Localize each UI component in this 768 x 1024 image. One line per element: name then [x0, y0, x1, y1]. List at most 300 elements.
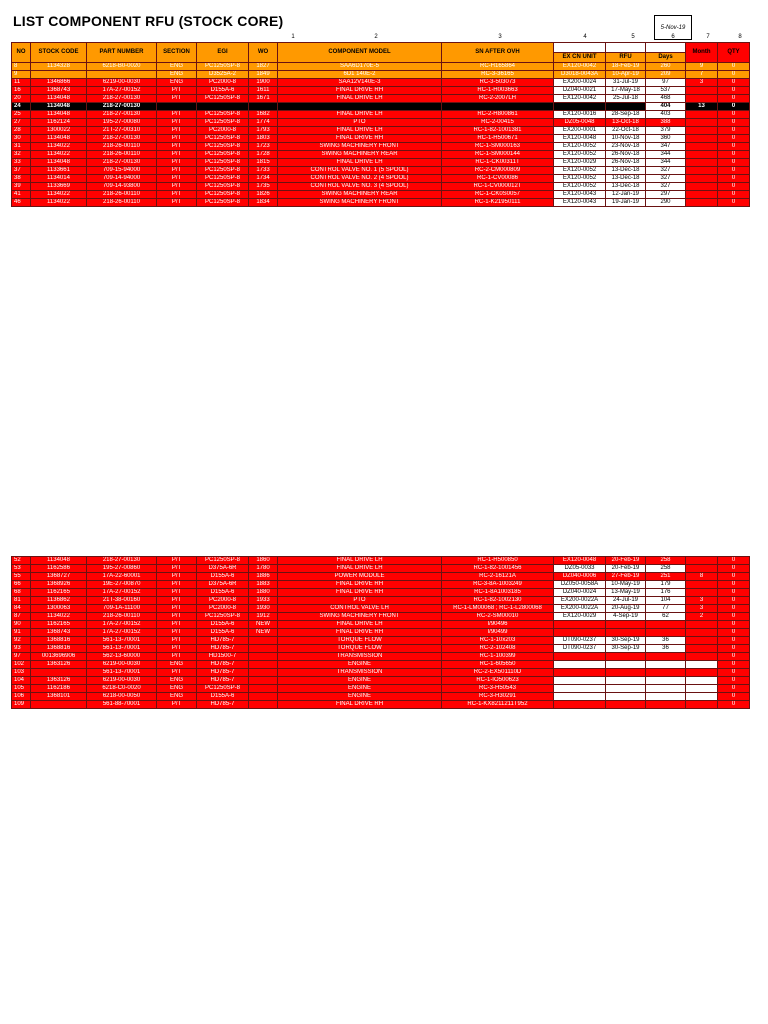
table-cell: 0 [718, 95, 750, 103]
table-cell: 0 [718, 621, 750, 629]
table-cell: P/T [157, 199, 197, 207]
table-cell: 32 [12, 151, 31, 159]
table-cell: EX120-0052 [554, 151, 606, 159]
table-cell: 0 [718, 613, 750, 621]
table-cell [249, 645, 278, 653]
table-cell [686, 183, 718, 191]
table-cell [686, 111, 718, 119]
table-cell: EX120-0029 [554, 159, 606, 167]
table-cell: TRANSMISSION [278, 653, 442, 661]
table-cell: 30-Sep-19 [606, 637, 646, 645]
table-cell: RC-1-H003663 [442, 87, 554, 95]
col-number: 4 [583, 34, 587, 40]
table-cell: HD785-7 [197, 661, 249, 669]
table-cell: 1826 [249, 191, 278, 199]
table-cell [554, 677, 606, 685]
table-cell: 1363126 [31, 661, 87, 669]
table-cell: 290 [646, 199, 686, 207]
table-cell [554, 661, 606, 669]
table-cell: HD1500-7 [197, 653, 249, 661]
table-cell: 24 [12, 103, 31, 111]
table-cell: I/90499 [442, 629, 554, 637]
table-cell: 1728 [249, 151, 278, 159]
table-cell: EX120-0016 [554, 111, 606, 119]
table-cell: 709-14-93800 [87, 183, 157, 191]
table-cell: P/T [157, 629, 197, 637]
stock-table-bottom [11, 556, 750, 709]
table-cell: 1162165 [31, 621, 87, 629]
table-cell [606, 685, 646, 693]
table-cell: 97 [646, 79, 686, 87]
table-cell: 4-Sep-19 [606, 613, 646, 621]
table-cell: 9 [686, 63, 718, 71]
table-cell [554, 629, 606, 637]
table-cell: 20-Aug-19 [606, 605, 646, 613]
col-number: 5 [631, 34, 635, 40]
table-row [12, 637, 750, 645]
table-cell: PC1250SP-8 [197, 159, 249, 167]
table-cell: 1880 [249, 589, 278, 597]
table-cell: 1849 [249, 71, 278, 79]
table-cell [686, 143, 718, 151]
table-row [12, 111, 750, 119]
table-row [12, 605, 750, 613]
table-cell: P/T [157, 565, 197, 573]
table-cell: P/T [157, 597, 197, 605]
table-cell: RC-1-IO500623 [442, 677, 554, 685]
table-cell: 6219-00-0030 [87, 661, 157, 669]
table-cell [646, 693, 686, 701]
table-cell: 17A-27-00152 [87, 87, 157, 95]
table-cell: RC-2-EX501110D [442, 669, 554, 677]
table-cell: 1134048 [31, 95, 87, 103]
table-cell [554, 621, 606, 629]
table-cell: RC-H165864 [442, 63, 554, 71]
table-cell: 1368816 [31, 645, 87, 653]
table-cell: PTO [278, 597, 442, 605]
table-cell: 0 [718, 605, 750, 613]
table-cell: 1133661 [31, 167, 87, 175]
table-cell [606, 669, 646, 677]
table-cell [686, 653, 718, 661]
table-cell: 218-27-00130 [87, 557, 157, 565]
table-cell [554, 653, 606, 661]
header-cell: Days [646, 53, 686, 63]
table-cell: 97 [12, 653, 31, 661]
col-number: 6 [671, 34, 675, 40]
table-cell: 0013696906 [31, 653, 87, 661]
table-cell: RC-1-KX8211211T952 [442, 701, 554, 709]
table-cell: 13 [686, 103, 718, 111]
table-cell: 297 [646, 191, 686, 199]
table-cell: 0 [718, 701, 750, 709]
table-cell: 104 [646, 597, 686, 605]
table-cell [157, 103, 197, 111]
table-row [12, 87, 750, 95]
table-cell: 87 [12, 613, 31, 621]
table-cell: PC2000-8 [197, 127, 249, 135]
table-cell: 1723 [249, 143, 278, 151]
col-number: 7 [706, 34, 710, 40]
table-cell: 0 [718, 661, 750, 669]
table-cell: P/T [157, 581, 197, 589]
table-cell: 91 [12, 629, 31, 637]
table-cell: 0 [718, 175, 750, 183]
table-cell: 6218-00-0050 [87, 693, 157, 701]
table-cell: PC1250SP-8 [197, 119, 249, 127]
table-cell [686, 135, 718, 143]
table-cell: 1912 [249, 613, 278, 621]
table-cell: PC1250SP-8 [197, 151, 249, 159]
table-row [12, 143, 750, 151]
header-cell: PART NUMBER [87, 43, 157, 63]
table-cell: TORQUE FLOW [278, 637, 442, 645]
table-cell: PTO [278, 119, 442, 127]
table-cell: 379 [646, 127, 686, 135]
table-cell: 1671 [249, 95, 278, 103]
table-cell: P/T [157, 135, 197, 143]
table-cell: DT090-0237 [554, 637, 606, 645]
table-cell: 1134022 [31, 151, 87, 159]
table-cell [646, 653, 686, 661]
table-cell: 17A-27-00152 [87, 629, 157, 637]
table-cell: PC2000-8 [197, 597, 249, 605]
table-cell: RC-1-10x203 [442, 637, 554, 645]
table-cell: ENG [157, 71, 197, 79]
header-blank [554, 43, 606, 53]
table-cell [606, 629, 646, 637]
table-cell [686, 693, 718, 701]
table-cell: 0 [718, 103, 750, 111]
table-cell: PC1250SP-8 [197, 167, 249, 175]
table-cell: PC2000-8 [197, 79, 249, 87]
table-cell: P/T [157, 143, 197, 151]
table-row [12, 191, 750, 199]
table-cell [87, 71, 157, 79]
table-cell: P/T [157, 621, 197, 629]
table-cell: RC-3-8A-1003249 [442, 581, 554, 589]
table-cell: 1134022 [31, 199, 87, 207]
table-cell: FINAL DRIVE RH [278, 87, 442, 95]
table-cell: D375A-6R [197, 581, 249, 589]
table-cell: 38 [12, 175, 31, 183]
table-cell: FINAL DRIVE RH [278, 135, 442, 143]
header-blank [606, 43, 646, 53]
table-row [12, 79, 750, 87]
table-cell: 10-Apr-19 [606, 71, 646, 79]
table-cell: 0 [718, 79, 750, 87]
table-cell: DZ05-0033 [554, 565, 606, 573]
col-number: 8 [738, 34, 742, 40]
table-cell: P/T [157, 191, 197, 199]
table-cell: 20-Feb-19 [606, 565, 646, 573]
table-cell [686, 159, 718, 167]
table-cell: D155A-6 [197, 87, 249, 95]
table-cell: 26-Nov-18 [606, 159, 646, 167]
header-row [12, 43, 750, 53]
table-cell: 27-Feb-19 [606, 573, 646, 581]
table-row [12, 127, 750, 135]
table-cell: 209 [646, 71, 686, 79]
table-cell: EX120-0048 [554, 557, 606, 565]
table-cell: 103 [12, 669, 31, 677]
table-cell: 0 [718, 191, 750, 199]
table-row [12, 677, 750, 685]
table-cell: 561-13-70001 [87, 669, 157, 677]
table-cell: 28 [12, 127, 31, 135]
table-cell [686, 645, 718, 653]
table-row [12, 573, 750, 581]
header-cell: RFU [606, 53, 646, 63]
table-cell [197, 103, 249, 111]
table-cell [686, 127, 718, 135]
table-cell: 90 [12, 621, 31, 629]
table-cell: EX120-0042 [554, 63, 606, 71]
table-cell: SWING MACHINERY REAR [278, 151, 442, 159]
table-cell: FINAL DRIVE LH [278, 565, 442, 573]
table-cell: EX120-0043 [554, 191, 606, 199]
table-cell: 1774 [249, 119, 278, 127]
table-cell: D155A-6 [197, 621, 249, 629]
table-cell: 66 [12, 581, 31, 589]
table-row [12, 199, 750, 207]
table-cell: 1368101 [31, 693, 87, 701]
table-cell: HD785-7 [197, 669, 249, 677]
table-cell: 0 [718, 629, 750, 637]
page-title: LIST COMPONENT RFU (STOCK CORE) [13, 13, 284, 29]
header-cell: NO [12, 43, 31, 63]
table-cell: 52 [12, 557, 31, 565]
table-cell: 1682 [249, 111, 278, 119]
table-cell: PC1250SP-8 [197, 63, 249, 71]
table-cell: RC-1-605650 [442, 661, 554, 669]
table-cell: 0 [718, 677, 750, 685]
table-cell: 31-Jul-19 [606, 79, 646, 87]
table-cell: P/T [157, 573, 197, 581]
table-cell: 33 [12, 159, 31, 167]
table-cell [686, 581, 718, 589]
table-row [12, 613, 750, 621]
table-cell: RC-3-503073 [442, 79, 554, 87]
table-cell: 19E-27-00870 [87, 581, 157, 589]
table-cell: CONTROL VALVE NO. 2 (4 SPOOL) [278, 175, 442, 183]
table-cell: 1368727 [31, 573, 87, 581]
table-cell: PC1250SP-8 [197, 143, 249, 151]
table-cell: RC-1-CK0S0057 [442, 191, 554, 199]
table-cell: 195-27-00080 [87, 119, 157, 127]
table-cell: 13-Dec-18 [606, 175, 646, 183]
table-cell: SWING MACHINERY FRONT [278, 199, 442, 207]
table-cell: P/T [157, 557, 197, 565]
table-cell: PC1250SP-8 [197, 613, 249, 621]
table-cell [554, 693, 606, 701]
table-cell: RC-1-K21950111 [442, 199, 554, 207]
stock-table-top [11, 42, 750, 207]
table-cell: 7 [686, 71, 718, 79]
table-cell [686, 151, 718, 159]
table-cell: 19-Jan-19 [606, 199, 646, 207]
table-cell: ENG [157, 79, 197, 87]
table-cell: P/T [157, 613, 197, 621]
table-cell: 0 [718, 63, 750, 71]
table-cell: 1300063 [31, 605, 87, 613]
table-cell: 327 [646, 175, 686, 183]
table-cell: 1134022 [31, 191, 87, 199]
table-cell: 1134328 [31, 63, 87, 71]
table-row [12, 589, 750, 597]
table-cell: 251 [646, 573, 686, 581]
table-cell: EX120-0052 [554, 143, 606, 151]
table-cell [686, 661, 718, 669]
table-cell: RC-2-SM00010 [442, 613, 554, 621]
table-cell: NEW [249, 621, 278, 629]
table-cell: 0 [718, 111, 750, 119]
table-cell: 0 [718, 669, 750, 677]
table-cell: RC-1-CK00311T [442, 159, 554, 167]
table-cell: 709-14-94000 [87, 175, 157, 183]
table-cell [249, 637, 278, 645]
table-cell: P/T [157, 669, 197, 677]
table-row [12, 621, 750, 629]
table-cell: 27 [12, 119, 31, 127]
table-cell [31, 71, 87, 79]
table-cell: HD785-7 [197, 637, 249, 645]
table-cell: D155A-6 [197, 589, 249, 597]
table-cell: P/T [157, 95, 197, 103]
table-cell: 17A-22-60001 [87, 573, 157, 581]
table-cell: 17-May-18 [606, 87, 646, 95]
report-date: 5-Nov-19 [654, 15, 692, 40]
table-cell: 36 [646, 637, 686, 645]
table-cell: 37 [12, 167, 31, 175]
table-cell: CONTROL VALVE NO. 3 (4 SPOOL) [278, 183, 442, 191]
table-cell: 260 [646, 63, 686, 71]
table-cell: 0 [718, 589, 750, 597]
header-cell: COMPONENT MODEL [278, 43, 442, 63]
table-cell: FINAL DRIVE LH [278, 621, 442, 629]
table-cell: P/T [157, 701, 197, 709]
table-cell: DZ040-0006 [554, 573, 606, 581]
table-cell: 561-13-70001 [87, 645, 157, 653]
table-cell: 26-Nov-18 [606, 151, 646, 159]
table-cell [554, 685, 606, 693]
table-cell: RC-1-SM000144 [442, 151, 554, 159]
table-cell: 13-Dec-18 [606, 167, 646, 175]
table-cell: 709-1A-11100 [87, 605, 157, 613]
table-cell: 0 [718, 159, 750, 167]
table-cell: FINAL DRIVE RH [278, 629, 442, 637]
table-cell: 404 [646, 103, 686, 111]
table-cell [686, 701, 718, 709]
table-row [12, 135, 750, 143]
table-cell: P/T [157, 183, 197, 191]
table-cell: 104 [12, 677, 31, 685]
table-cell: DZ040-0024 [554, 589, 606, 597]
table-cell: POWER MODULE [278, 573, 442, 581]
col-number: 3 [498, 34, 502, 40]
table-cell [606, 693, 646, 701]
header-blank [646, 43, 686, 53]
table-cell [646, 661, 686, 669]
table-cell: 62 [646, 613, 686, 621]
table-cell: PC1250SP-8 [197, 175, 249, 183]
table-cell: PC1250SP-8 [197, 183, 249, 191]
table-cell: 1930 [249, 605, 278, 613]
table-cell: 92 [12, 637, 31, 645]
table-cell: 1134048 [31, 111, 87, 119]
table-cell: RC-1-SM000163 [442, 143, 554, 151]
table-cell: P/T [157, 119, 197, 127]
table-row [12, 63, 750, 71]
table-cell: SWING MACHINERY FRONT [278, 143, 442, 151]
table-cell [554, 669, 606, 677]
table-cell [442, 103, 554, 111]
table-cell: P/T [157, 175, 197, 183]
table-cell: 1162186 [31, 685, 87, 693]
table-cell: 403 [646, 111, 686, 119]
table-cell: P/T [157, 167, 197, 175]
table-cell: 30 [12, 135, 31, 143]
table-cell: 21T-38-00160 [87, 597, 157, 605]
table-row [12, 653, 750, 661]
header-cell: QTY [718, 43, 750, 63]
table-cell: 1346866 [31, 79, 87, 87]
table-cell: 1733 [249, 167, 278, 175]
table-cell: 360 [646, 135, 686, 143]
table-cell: 1368926 [31, 581, 87, 589]
table-cell: 1136862 [31, 597, 87, 605]
table-cell: 179 [646, 581, 686, 589]
table-cell: ENGINE [278, 661, 442, 669]
table-cell: 561-13-70001 [87, 637, 157, 645]
table-cell: HD785-7 [197, 677, 249, 685]
table-cell: RC-2-16121A [442, 573, 554, 581]
table-cell [686, 95, 718, 103]
table-cell [249, 677, 278, 685]
table-cell [278, 103, 442, 111]
table-cell: 218-27-00130 [87, 103, 157, 111]
table-cell: 3 [686, 597, 718, 605]
table-cell: P/T [157, 127, 197, 135]
header-cell: WO [249, 43, 278, 63]
table-cell: FINAL DRIVE LH [278, 127, 442, 135]
table-cell: P/T [157, 645, 197, 653]
table-cell: EX200-0022A [554, 605, 606, 613]
table-cell: RC-2-00415 [442, 119, 554, 127]
table-cell: 218-27-00130 [87, 135, 157, 143]
table-cell: RC-1-H500850 [442, 557, 554, 565]
table-cell: 0 [718, 199, 750, 207]
table-cell: ENGINE [278, 693, 442, 701]
table-cell: 1300022 [31, 127, 87, 135]
table-cell: 25 [12, 111, 31, 119]
table-cell: EX120-0052 [554, 167, 606, 175]
table-cell: 1133669 [31, 183, 87, 191]
table-cell [686, 685, 718, 693]
table-cell: 1780 [249, 565, 278, 573]
table-cell: 1860 [249, 557, 278, 565]
table-row [12, 119, 750, 127]
table-cell: 6D1 140E-2 [278, 71, 442, 79]
table-cell: RC-2-102408 [442, 645, 554, 653]
table-cell: 13-May-19 [606, 589, 646, 597]
table-cell [31, 669, 87, 677]
table-cell: 3 [686, 79, 718, 87]
table-row [12, 629, 750, 637]
table-row [12, 581, 750, 589]
table-cell: P/T [157, 605, 197, 613]
table-cell: 537 [646, 87, 686, 95]
